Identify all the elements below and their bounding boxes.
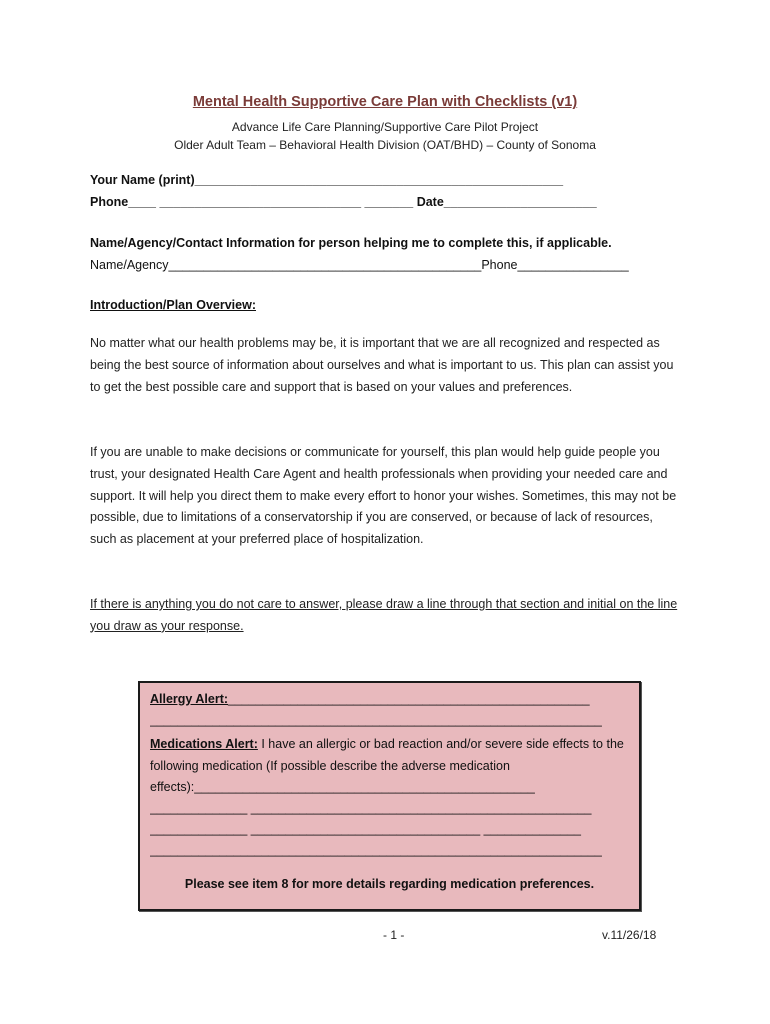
medications-blank-line-1[interactable]: ______________ _________________________________________________: [150, 801, 592, 816]
document-title: Mental Health Supportive Care Plan with Checklists (v1): [192, 94, 578, 110]
medications-blank-line-3[interactable]: _________________________________________________________________: [150, 843, 602, 858]
medications-alert-text: I have an allergic or bad reaction and/or severe side effects to the following medication (If possible describe the adverse medication effects):: [150, 737, 624, 794]
agency-phone-field-line[interactable]: Name/Agency_____________________________________________Phone________________: [90, 258, 629, 272]
name-field-line[interactable]: Your Name (print)_____________________________________________________: [90, 173, 564, 187]
medications-blank-line-2[interactable]: ______________ _________________________________ ______________: [150, 822, 582, 837]
intro-paragraph-2: If you are unable to make decisions or communicate for yourself, this plan would help guide people you trust, your designated Health Care Agent and health professionals when providing your needed care and support. It will help you direct them to make every effort to honor your wishes. Sometimes, this may not be possible, due to limitations of a conservatorship if you are conserved, or because of lack of resources, such as placement at your preferred place of hospitalization.: [90, 445, 677, 547]
medications-alert-paragraph: [150, 734, 633, 798]
allergy-medication-alert-box: [138, 681, 641, 911]
intro-paragraph-instructions: If there is anything you do not care to answer, please draw a line through that section and initial on the line you draw as your response.: [90, 597, 678, 633]
agency-heading: Name/Agency/Contact Information for person helping me to complete this, if applicable.: [90, 236, 612, 250]
medications-alert-label: Medications Alert:: [150, 737, 258, 752]
medications-alert-blank[interactable]: _________________________________________________: [194, 779, 535, 794]
page-number: - 1 -: [383, 928, 405, 942]
intro-heading: Introduction/Plan Overview:: [90, 298, 256, 312]
allergy-alert-blank[interactable]: ____________________________________________________: [228, 692, 590, 706]
intro-paragraph-1: No matter what our health problems may be, it is important that we are all recognized and respected as being the best source of information about ourselves and what is important to us. This plan can assist you to get the best possible care and support that is based on your values and preferences.: [90, 336, 674, 394]
document-subtitle-division: Older Adult Team – Behavioral Health Division (OAT/BHD) – County of Sonoma: [174, 138, 596, 152]
allergy-blank-line[interactable]: _________________________________________________________________: [150, 713, 602, 728]
allergy-alert-label: Allergy Alert:: [150, 692, 229, 706]
document-subtitle-project: Advance Life Care Planning/Supportive Care Pilot Project: [231, 120, 539, 134]
phone-date-field-line[interactable]: Phone____ _____________________________ _______ Date______________________: [90, 195, 597, 209]
version-label: v.11/26/18: [602, 928, 657, 942]
medication-preferences-note: Please see item 8 for more details regarding medication preferences.: [184, 877, 595, 891]
allergy-alert-row[interactable]: [150, 689, 633, 710]
